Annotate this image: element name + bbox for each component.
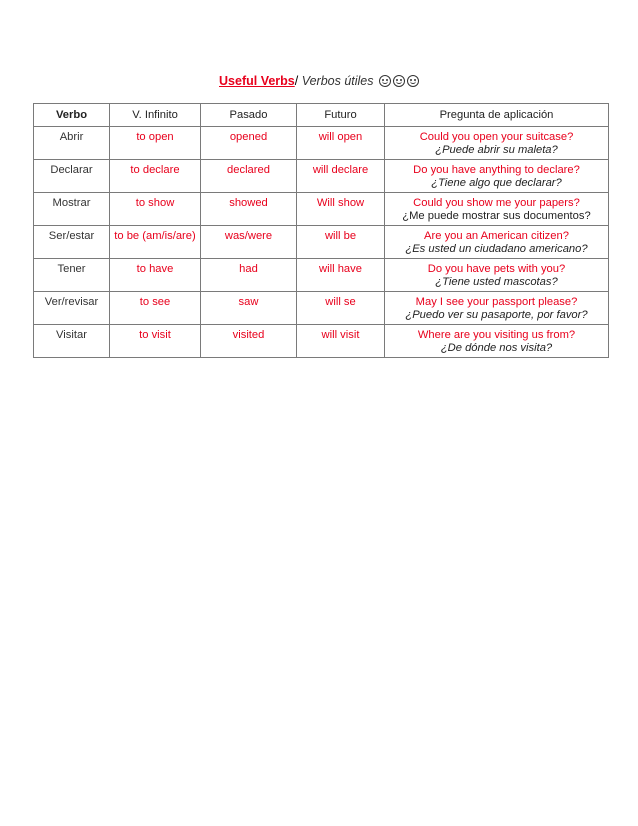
cell-verbo: Mostrar xyxy=(34,193,110,226)
cell-pregunta xyxy=(385,160,609,193)
question-english: May I see your passport please? xyxy=(415,296,578,308)
cell-futuro: will be xyxy=(297,226,385,259)
cell-infinito: to be (am/is/are) xyxy=(110,226,201,259)
cell-pasado: visited xyxy=(201,325,297,358)
question-spanish: ¿Me puede mostrar sus documentos? xyxy=(402,210,591,222)
table-row xyxy=(34,226,609,259)
cell-pasado: showed xyxy=(201,193,297,226)
smiley-icon xyxy=(393,75,405,87)
question-english: Are you an American citizen? xyxy=(424,230,569,242)
cell-verbo: Ver/revisar xyxy=(34,292,110,325)
question-english: Do you have pets with you? xyxy=(427,263,566,275)
cell-pasado: opened xyxy=(201,127,297,160)
question-spanish: ¿De dónde nos visita? xyxy=(440,342,553,354)
header-futuro: Futuro xyxy=(297,104,385,127)
cell-verbo: Tener xyxy=(34,259,110,292)
cell-futuro: will declare xyxy=(297,160,385,193)
header-pregunta: Pregunta de aplicación xyxy=(385,104,609,127)
cell-infinito: to visit xyxy=(110,325,201,358)
table-row xyxy=(34,325,609,358)
header-infinito: V. Infinito xyxy=(110,104,201,127)
cell-pregunta xyxy=(385,193,609,226)
question-spanish: ¿Puedo ver su pasaporte, por favor? xyxy=(405,309,588,321)
cell-infinito: to open xyxy=(110,127,201,160)
question-english: Could you show me your papers? xyxy=(413,197,580,209)
cell-pregunta xyxy=(385,127,609,160)
question-spanish: ¿Tiene algo que declarar? xyxy=(431,177,562,189)
cell-pasado: was/were xyxy=(201,226,297,259)
table-row xyxy=(34,292,609,325)
question-spanish: ¿Puede abrir su maleta? xyxy=(435,144,558,156)
cell-pregunta xyxy=(385,226,609,259)
header-pasado: Pasado xyxy=(201,104,297,127)
cell-verbo: Abrir xyxy=(34,127,110,160)
cell-futuro: Will show xyxy=(297,193,385,226)
title-spanish: Verbos útiles xyxy=(301,74,374,88)
cell-futuro: will se xyxy=(297,292,385,325)
cell-verbo: Visitar xyxy=(34,325,110,358)
cell-pregunta xyxy=(385,259,609,292)
cell-pasado: declared xyxy=(201,160,297,193)
smiley-icon xyxy=(379,75,391,87)
question-spanish: ¿Tiene usted mascotas? xyxy=(435,276,558,288)
header-verbo: Verbo xyxy=(34,104,110,127)
cell-infinito: to see xyxy=(110,292,201,325)
table-row xyxy=(34,259,609,292)
cell-verbo: Declarar xyxy=(34,160,110,193)
cell-pregunta xyxy=(385,292,609,325)
cell-infinito: to show xyxy=(110,193,201,226)
verbs-table xyxy=(33,103,609,358)
title-separator: / xyxy=(294,74,302,88)
question-english: Where are you visiting us from? xyxy=(417,329,576,341)
smiley-icon xyxy=(407,75,419,87)
cell-futuro: will have xyxy=(297,259,385,292)
question-english: Could you open your suitcase? xyxy=(419,131,574,143)
cell-futuro: will open xyxy=(297,127,385,160)
table-header-row xyxy=(34,104,609,127)
question-english: Do you have anything to declare? xyxy=(413,164,580,176)
cell-pasado: saw xyxy=(201,292,297,325)
page-title xyxy=(0,73,638,89)
table-row xyxy=(34,193,609,226)
cell-pasado: had xyxy=(201,259,297,292)
cell-verbo: Ser/estar xyxy=(34,226,110,259)
table-row xyxy=(34,127,609,160)
title-english: Useful Verbs xyxy=(219,74,295,88)
cell-pregunta xyxy=(385,325,609,358)
table-row xyxy=(34,160,609,193)
question-spanish: ¿Es usted un ciudadano americano? xyxy=(405,243,588,255)
cell-futuro: will visit xyxy=(297,325,385,358)
cell-infinito: to have xyxy=(110,259,201,292)
cell-infinito: to declare xyxy=(110,160,201,193)
